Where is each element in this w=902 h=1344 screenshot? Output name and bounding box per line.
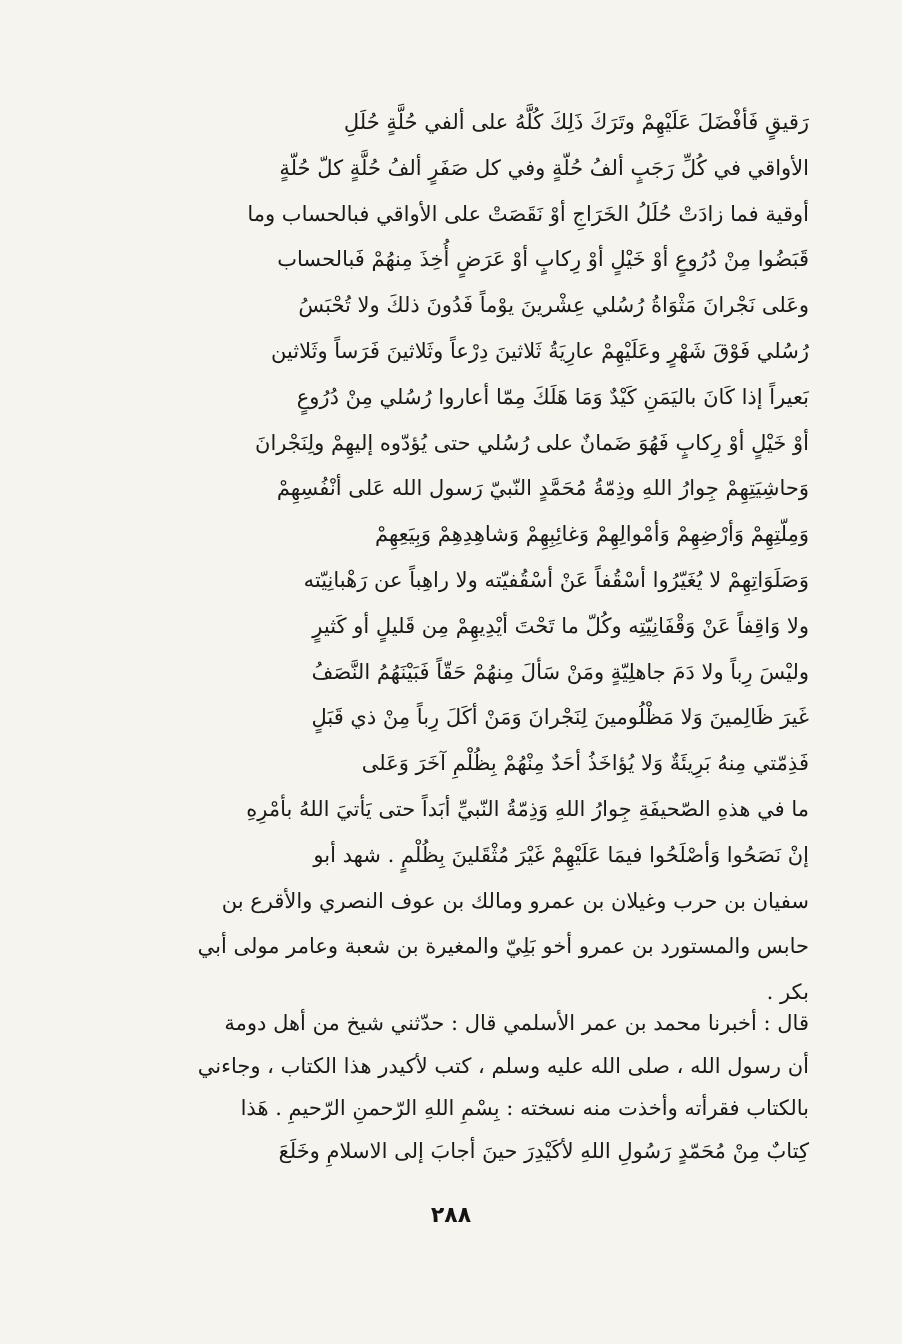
text-line: ما في هذهِ الصّحيفَةِ جِوارُ اللهِ وَذِمّةُ النّبيِّ أبَداً حتى يَأتيَ اللهُ بأمْرِهِ	[246, 796, 809, 821]
text-line: بَعيراً إذا كَانَ باليَمَنِ كَيْدٌ وَمَا هَلَكَ مِمّا أعاروا رُسُلي مِنْ دُرُوعٍ	[296, 384, 809, 409]
text-line: كِتابٌ مِنْ مُحَمّدٍ رَسُولِ اللهِ لأكَيْدِرَ حينَ أجابَ إلى الاسلامِ وخَلَعَ	[278, 1138, 809, 1163]
text-line: قَبَضُوا مِنْ دُرُوعٍ أوْ خَيْلٍ أوْ رِكابٍ أوْ عَرَضٍ أُخِذَ مِنهُمْ فَبالحساب	[277, 247, 809, 272]
text-line: أوْ خَيْلٍ أوْ رِكابٍ فَهُوَ ضَمانٌ على رُسُلي حتى يُؤدّوه إليهِمْ ولِنَجْرانَ	[255, 430, 809, 455]
text-line: وَصَلَوَاتِهِمْ لا يُغَيّرُوا أسْقُفاً عَنْ أسْقُفيّته ولا راهِباً عن رَهْبانِيّته	[303, 567, 809, 592]
text-line: ولا وَاقِفاً عَنْ وَقْفَانِيّتِه وكُلّ ما تَحْتَ أيْدِيهِمْ مِن قَليلٍ أو كَثيرٍ	[312, 613, 809, 638]
text-line: وعَلى نَجْرانَ مَثْوَاةُ رُسُلي عِشْرينَ يوْماً فَدُونَ ذلكَ ولا تُحْبَسُ	[298, 293, 809, 318]
text-line: فَذِمّتي مِنهُ بَرِيئَةٌ وَلا يُؤاخَذُ أحَدٌ مِنْهُمْ بِظُلْمِ آخَرَ وَعَلى	[361, 751, 809, 776]
text-line: وليْسَ رِباً ولا دَمَ جاهلِيّةٍ ومَنْ سَألَ مِنهُمْ حَقّاً فَبَيْنَهُمُ النَّصَفُ	[311, 659, 809, 684]
text-line: أوقية فما زادَتْ حُلَلُ الخَرَاجِ أوْ نَقَصَتْ على الأواقي فبالحساب وما	[247, 201, 809, 226]
text-line: إنْ نَصَحُوا وَأصْلَحُوا فيمَا عَلَيْهِمْ غَيْرَ مُثْقَلينَ بِظُلْمٍ . شهد أبو	[313, 842, 809, 867]
main-paragraph	[104, 100, 809, 1016]
text-line: رَقيقٍ فَأفْضَلَ عَلَيْهِمْ وتَرَكَ ذَلِكَ كُلَّهُ على ألفي حُلَّةٍ حُلَلِ	[343, 110, 809, 134]
text-line: بالكتاب فقرأته وأخذت منه نسخته : بِسْمِ اللهِ الرّحمنِ الرّحيمِ . هَذا	[240, 1096, 809, 1120]
page-number: ٢٨٨	[430, 1203, 472, 1228]
text-line: وَمِلّتِهِمْ وَأرْضِهِمْ وَأمْوالِهِمْ وَغائِبِهِمْ وَشاهِدِهِمْ وَبِيَعِهِمْ	[374, 522, 809, 547]
text-line: غَيرَ ظَالِمينَ وَلا مَظْلُومينَ لِنَجْرانَ وَمَنْ أكَلَ رِباً مِنْ ذي قَبَلٍ	[311, 705, 809, 730]
text-line: سفيان بن حرب وغيلان بن عمرو ومالك بن عوف النصري والأقرع بن	[221, 888, 809, 913]
text-line: وَحاشِيَتِهِمْ جِوارُ اللهِ وذِمّةُ مُحَمَّدٍ النّبيّ رَسول الله عَلى أنْفُسِهِمْ	[276, 476, 809, 501]
text-line: بكر .	[766, 980, 809, 1005]
text-line: قال : أخبرنا محمد بن عمر الأسلمي قال : حدّثني شيخ من أهل دومة	[224, 1011, 809, 1035]
text-line: الأواقي في كُلِّ رَجَبٍ ألفُ حُلّةٍ وفي كل صَفَرٍ ألفُ حُلَّةٍ كلّ حُلّةٍ	[279, 155, 809, 180]
text-line: رُسُلي فَوْقَ شَهْرٍ وعَلَيْهِمْ عارِيَةُ ثَلاثينَ دِرْعاً وثَلاثينَ فَرَساً وثَلاثين	[270, 338, 809, 363]
text-line: أن رسول الله ، صلى الله عليه وسلم ، كتب لأكيدر هذا الكتاب ، وجاءني	[197, 1053, 809, 1078]
text-line: حابس والمستورد بن عمرو أخو بَلِيّ والمغيرة بن شعبة وعامر مولى أبي	[197, 934, 809, 959]
second-paragraph	[104, 1002, 809, 1172]
